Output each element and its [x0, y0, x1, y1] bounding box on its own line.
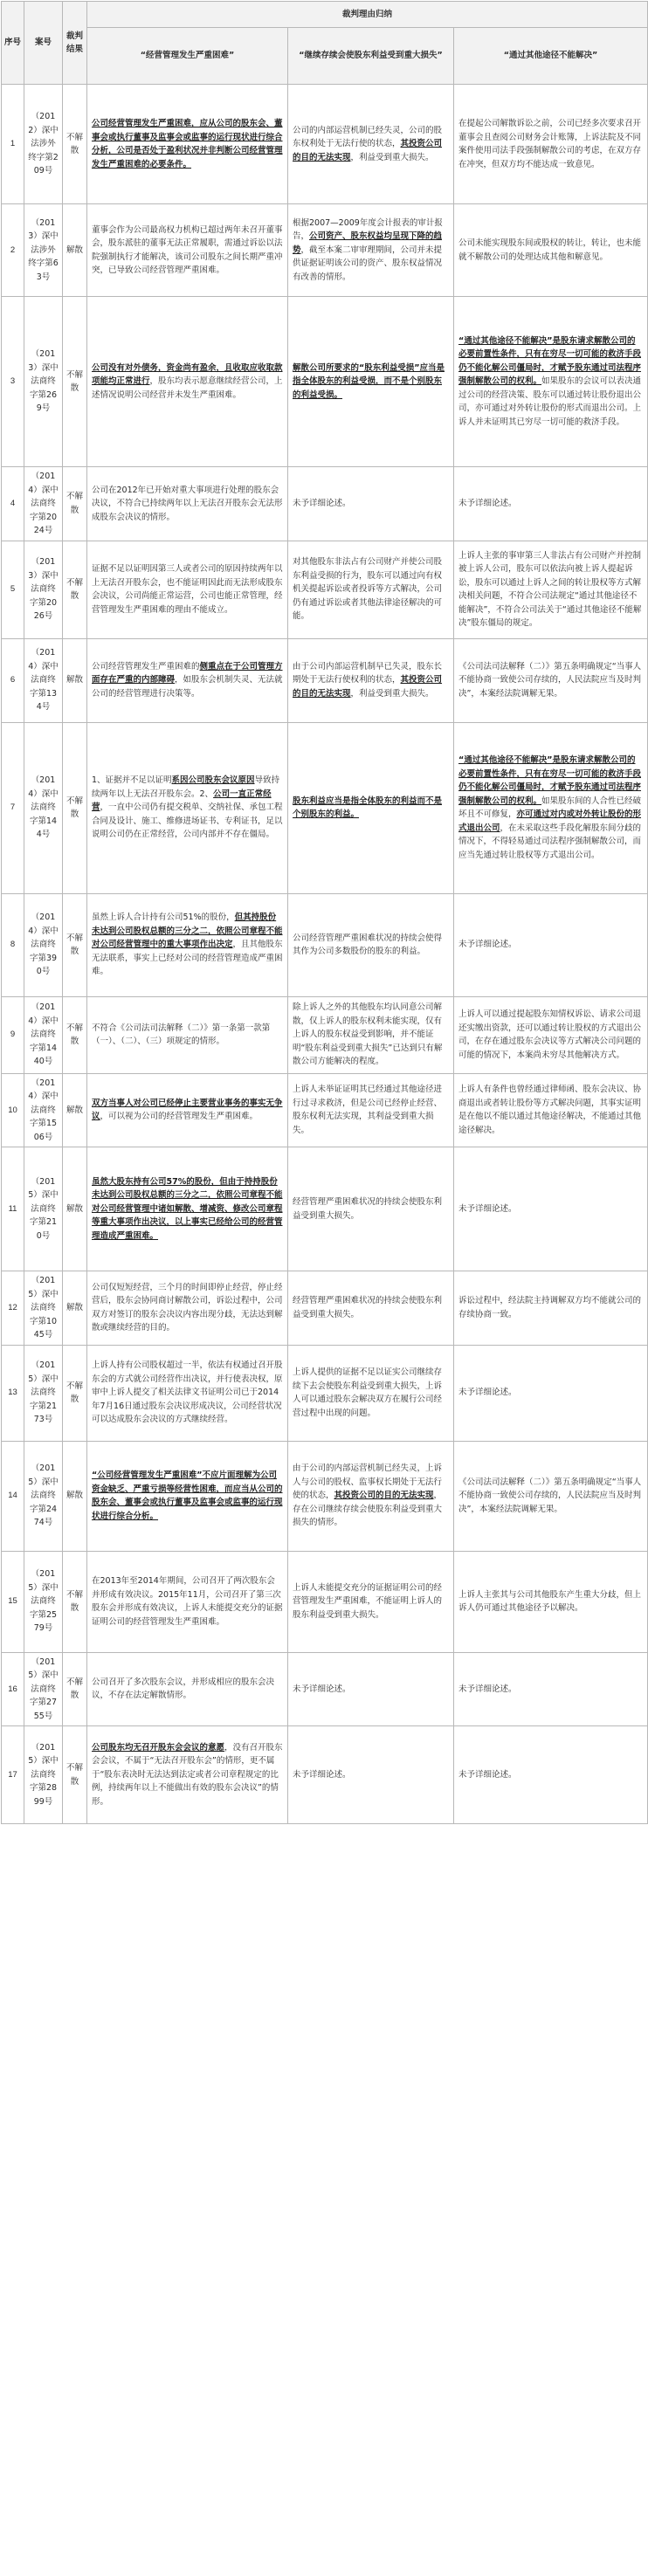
highlighted-text: 解散公司所要求的“股东利益受损”应当是指全体股东的利益受损，而不是个别股东的利益受损。: [293, 362, 445, 400]
cell-case: （2014）深中法商终字第2024号: [24, 467, 63, 541]
table-row: [2, 722, 648, 893]
cell-a: [87, 722, 288, 893]
cell-result: 不解散: [63, 893, 87, 996]
highlighted-text: “通过其他途径不能解决”是股东请求解散公司的必要前置性条件，只有在穷尽一切可能的救济手段仍不能化解公司僵局时，才赋予股东通过司法程序强制解散公司的权利。: [458, 755, 642, 806]
table-row: [2, 1271, 648, 1346]
cell-text: 上诉人有条件也曾经通过律师函、股东会决议、协商退出或者转让股份等方式解决问题，其事实证明是在他以不能以通过其他途径解决，不能通过其他途径解决。: [458, 1085, 642, 1135]
cell-a: [87, 204, 288, 297]
cell-text: 由于公司的内部运营机制已经失灵，上诉人与公司的股权、监事权长期处于无法行使的状态，: [293, 1464, 443, 1501]
highlighted-text: 系因公司股东会议原因: [171, 775, 255, 786]
highlighted-text: 公司资产、股东权益均呈现下降的趋势: [293, 231, 443, 255]
cell-no: 10: [2, 1073, 24, 1147]
cell-c: [454, 996, 648, 1073]
cell-b: [288, 1271, 454, 1346]
table-row: [2, 204, 648, 297]
cell-case: （2014）深中法商终字第390号: [24, 893, 63, 996]
highlighted-text: 股东利益应当是指全体股东的利益而不是个别股东的利益。: [293, 796, 443, 819]
cell-c: [454, 1073, 648, 1147]
cell-a: [87, 1441, 288, 1551]
cell-case: （2015）深中法商终字第2755号: [24, 1652, 63, 1726]
cell-result: 不解散: [63, 1652, 87, 1726]
cell-text: 除上诉人之外的其他股东均认同意公司解散，仅上诉人的股东权利未能实现，仅有上诉人的股东权益受到影响，并不能证明“股东利益受到重大损失”已达到只有解散公司方能解决的程度。: [293, 1002, 443, 1067]
cell-c: [454, 1345, 648, 1441]
cell-c: [454, 1271, 648, 1346]
cell-no: 8: [2, 893, 24, 996]
cell-text: ，利益受到重大损失。: [350, 152, 434, 162]
cell-a: [87, 893, 288, 996]
cell-text: 未予详细论述。: [293, 1684, 351, 1694]
cell-b: [288, 1652, 454, 1726]
cell-a: [87, 467, 288, 541]
cell-text: 上诉人持有公司股权超过一半，依法有权通过召开股东会的方式就公司经营作出决议，并行使表决权，原审中上诉人提交了相关法律文书证明公司已于2014年7月16日通过股东会决议形成决议，公司经营状况可以达成股东会决议的方式继续经营。: [92, 1360, 283, 1425]
cell-no: 14: [2, 1441, 24, 1551]
cell-result: 不解散: [63, 996, 87, 1073]
header-row-top: [2, 2, 648, 28]
cell-no: 2: [2, 204, 24, 297]
cell-text: 经营管理严重困难状况的持续会使股东利益受到重大损失。: [293, 1197, 443, 1221]
highlighted-text: 其投资公司的目的无法实现: [293, 675, 443, 699]
cell-a: [87, 638, 288, 722]
cell-no: 11: [2, 1147, 24, 1271]
cell-text: 公司仅短短经营，三个月的时间即停止经营，停止经营后，股东会协同商讨解散公司，诉讼过程中，公司双方对签订的股东会决议内容出现分歧，无法达到解散或继续经营的目的。: [92, 1282, 283, 1333]
cell-text: ，可以视为公司的经营管理发生严重困难。: [100, 1112, 259, 1122]
cell-case: （2013）深中法商终字第269号: [24, 297, 63, 467]
highlighted-text: 侧重点在于公司管理方面存在严重的内部障碍: [92, 661, 283, 685]
cell-text: 未予详细论述。: [458, 1684, 517, 1694]
cell-text: 公司的内部运营机制已经失灵，公司的股东权利处于无法行使的状态，: [293, 125, 443, 149]
cell-text: 上诉人未举证证明其已经通过其他途径进行过寻求救济，但是公司已经停止经营、股东权利无法实现，其利益受到重大损失。: [293, 1085, 443, 1135]
cell-b: [288, 85, 454, 204]
cell-result: 不解散: [63, 1345, 87, 1441]
highlighted-text: 公司没有对外债务，资金尚有盈余，且收取应收取款项能均正常进行: [92, 362, 283, 387]
cell-c: [454, 1652, 648, 1726]
cell-case: （2012）深中法涉外终字第209号: [24, 85, 63, 204]
cell-text: 未予详细论述。: [458, 1388, 517, 1398]
cell-b: [288, 722, 454, 893]
cell-b: [288, 1726, 454, 1824]
cell-c: [454, 893, 648, 996]
cell-text: ，存在公司继续存续会使股东利益受到重大损失的情形。: [293, 1491, 443, 1528]
cell-no: 6: [2, 638, 24, 722]
cell-text: 《公司法司法解释（二）》第五条明确规定“当事人不能协商一致使公司存续的，人民法院应当及时判决”，本案经法院调解无果。: [458, 1477, 642, 1514]
highlighted-text: 其投资公司的目的无法实现: [334, 1491, 434, 1501]
cell-result: 解散: [63, 1073, 87, 1147]
cell-text: 上诉人可以通过提起股东知情权诉讼、请求公司退还实缴出资款，还可以通过转让股权的方式退出公司，在存在通过股东会决议等方式解决公司问题的可能的情况下，本案尚未穷尽其他解决方式。: [458, 1009, 642, 1060]
cell-text: 在提起公司解散诉讼之前，公司已经多次要求召开董事会且查阅公司财务会计账簿，上诉法院及不同案件使用司法手段强制解散公司的考虑，在双方存在冲突，但双方均不能达成一致意见。: [458, 119, 642, 169]
cell-b: [288, 297, 454, 467]
table-row: [2, 1652, 648, 1726]
cell-b: [288, 541, 454, 638]
cell-no: 7: [2, 722, 24, 893]
header-col-c: “通过其他途径不能解决”: [454, 27, 648, 84]
cell-result: 解散: [63, 638, 87, 722]
cell-a: [87, 297, 288, 467]
cell-text: 未予详细论述。: [293, 499, 351, 508]
cell-text: 根据2007—2009年度会计报表的审计报告，: [293, 217, 443, 242]
highlighted-text: 公司经营管理发生严重困难，应从公司的股东会、董事会或执行董事及监事会或监事的运行现状进行综合分析，公司是否处于盈利状况并非判断公司经营管理发生严重困难的必要条件。: [92, 119, 283, 169]
cell-text: 导致持续两年以上无法召开股东会。: [92, 775, 280, 799]
cell-a: [87, 996, 288, 1073]
table-row: [2, 1441, 648, 1551]
cell-text: 未予详细论述。: [458, 499, 517, 508]
cell-no: 4: [2, 467, 24, 541]
header-result: 裁判结果: [63, 2, 87, 85]
cell-b: [288, 1073, 454, 1147]
highlighted-text: 公司股东均无召开股东会会议的意愿: [92, 1742, 225, 1753]
cell-case: （2014）深中法商终字第1440号: [24, 996, 63, 1073]
cell-a: [87, 1147, 288, 1271]
header-col-b: “继续存续会使股东利益受到重大损失”: [288, 27, 454, 84]
header-case: 案号: [24, 2, 63, 85]
cell-text: 公司经营管理发生严重困难的: [92, 661, 200, 672]
cell-text: 如果股东的会议可以表决通过公司的经营决策、股东可以通过转让股份退出公司，亦可通过对外转让股份的形式而退出公司。: [458, 376, 642, 414]
cell-a: [87, 1726, 288, 1824]
cell-text: ，利益受到重大损失。: [350, 688, 434, 699]
cell-text: 未予详细论述。: [458, 1769, 517, 1780]
cell-text: 公司召开了多次股东会议，并形成相应的股东会决议，不存在法定解散情形。: [92, 1677, 275, 1701]
cell-result: 解散: [63, 204, 87, 297]
cell-a: [87, 1073, 288, 1147]
table-row: [2, 1073, 648, 1147]
cell-case: （2015）深中法商终字第1045号: [24, 1271, 63, 1346]
cell-text: ，如股东会机制失灵、无法就公司的经营管理进行决策等。: [92, 675, 283, 699]
cell-text: 由于公司内部运营机制早已失灵，股东长期处于无法行使权利的状态，: [293, 661, 443, 685]
cell-b: [288, 1551, 454, 1652]
header-col-a: “经营管理发生严重困难”: [87, 27, 288, 84]
highlighted-text: 双方当事人对公司已经停止主要营业事务的事实无争议: [92, 1098, 283, 1122]
header-reasoning-group: 裁判理由归纳: [87, 2, 648, 28]
cell-b: [288, 1147, 454, 1271]
highlighted-text: 其投资公司的目的无法实现: [293, 139, 443, 162]
cell-text: ，且其他股东无法联系，事实上已经对公司的经营管理造成严重困难。: [92, 940, 283, 977]
cell-text: 公司未能实现股东间或股权的转让，转让，也未能就不解散公司的处理达成其他和解意见。: [458, 238, 642, 262]
cell-text: 未予详细论述。: [293, 1769, 351, 1780]
cell-case: （2015）深中法商终字第2474号: [24, 1441, 63, 1551]
cell-text: 对其他股东非法占有公司财产并使公司股东利益受损的行为，股东可以通过向有权机关提起诉讼或者投诉等方式解决，公司仍有通过诉讼或者其他法律途径解决的可能。: [293, 557, 443, 622]
cell-c: [454, 1726, 648, 1824]
cell-b: [288, 204, 454, 297]
cell-text: 不符合《公司法司法解释（二）》第一条第一款第（一）、（二）、（三）项规定的情形。: [92, 1023, 271, 1046]
cell-text: 上诉人主张的事审第三人非法占有公司财产并控制被上诉人公司，股东可以依法向被上诉人提起诉讼，股东可以通过上诉人之间的转让股权等方式解决相关问题，不符合公司法规定“通过其他途径不能解决”，不符合公司法关于“通过其他途径不能解决”股东僵局的规定。: [458, 550, 642, 628]
cell-no: 17: [2, 1726, 24, 1824]
cell-b: [288, 467, 454, 541]
cell-c: [454, 1551, 648, 1652]
cell-a: [87, 85, 288, 204]
table-row: [2, 1345, 648, 1441]
cell-text: 虽然上诉人合计持有公司51%的股份，: [92, 913, 235, 923]
cell-text: ，一直中公司仍有提交税单、交纳社保、承包工程合同及设计、施工、维修进场证书、专利证书，足以说明公司仍在正常经营，公司内部并不存在僵局。: [92, 802, 283, 840]
table-row: [2, 467, 648, 541]
cell-text: 《公司法司法解释（二）》第五条明确规定“当事人不能协商一致使公司存续的，人民法院应当及时判决”，本案经法院调解无果。: [458, 661, 642, 699]
cell-result: 解散: [63, 1147, 87, 1271]
table-row: [2, 996, 648, 1073]
cell-case: （2014）深中法商终字第134号: [24, 638, 63, 722]
cell-c: [454, 297, 648, 467]
cell-result: 不解散: [63, 1551, 87, 1652]
cell-text: 证据不足以证明因第三人或者公司的原因持续两年以上无法召开股东会，也不能证明因此而无法形成股东会决议，公司尚能正常运营，公司也能正常管理，经营管理发生严重困难的理由不能成立。: [92, 564, 283, 615]
cell-case: （2013）深中法涉外终字第63号: [24, 204, 63, 297]
cell-text: 如果股东间的人合性已经破坏且不可修复，: [458, 796, 642, 819]
table-row: [2, 638, 648, 722]
cell-text: 诉讼过程中，经法院主持调解双方均不能就公司的存续协商一致。: [458, 1296, 642, 1319]
cell-case: （2015）深中法商终字第2173号: [24, 1345, 63, 1441]
cell-text: 在2013年至2014年期间，公司召开了两次股东会并形成有效决议。2015年11月，公司召开了第三次股东会并形成有效决议，上诉人未能提交充分的证据证明公司的经营管理发生严重困难。: [92, 1576, 283, 1627]
cell-no: 9: [2, 996, 24, 1073]
highlighted-text: “通过其他途径不能解决”是股东请求解散公司的必要前置性条件，只有在穷尽一切可能的救济手段仍不能化解公司僵局时，才赋予股东通过司法程序强制解散公司的权利。: [458, 335, 642, 387]
header-row-bottom: [2, 27, 648, 84]
cell-text: 上诉人提供的证据不足以证实公司继续存续下去会使股东利益受到重大损失，上诉人可以通过股东会解决双方在履行公司经营过程中出现的问题。: [293, 1367, 443, 1418]
cell-text: 上诉人未能提交充分的证据证明公司的经营管理发生严重困难，不能证明上诉人的股东利益受到重大损失。: [293, 1582, 443, 1620]
cell-b: [288, 1441, 454, 1551]
cell-text: ，没有召开股东会会议，不属于“无法召开股东会”的情形，更不属于“股东表决时无法达到法定或者公司章程规定的比例，持续两年以上不能做出有效的股东会决议”的情形。: [92, 1742, 283, 1807]
cell-a: [87, 1345, 288, 1441]
table-row: [2, 297, 648, 467]
cell-b: [288, 1345, 454, 1441]
cell-text: 2、: [199, 789, 214, 799]
cell-c: [454, 638, 648, 722]
cell-text: 未予详细论述。: [458, 940, 517, 950]
highlighted-text: “公司经营管理发生严重困难”不应片面理解为公司资金缺乏、严重亏损等经营性困难，而应当从公司的股东会、董事会或执行董事及监事会或监事的运行现状进行综合分析。: [92, 1471, 283, 1521]
cell-c: [454, 85, 648, 204]
table-row: [2, 1551, 648, 1652]
cell-result: 不解散: [63, 467, 87, 541]
cell-b: [288, 638, 454, 722]
cell-result: 不解散: [63, 722, 87, 893]
cell-c: [454, 204, 648, 297]
cell-text: ，在未采取这些手段化解股东间分歧的情况下，不得轻易通过司法程序强制解散公司，而应当先通过转让股权等方式退出公司。: [458, 823, 642, 860]
header-no: 序号: [2, 2, 24, 85]
cell-text: 1、证据并不足以证明: [92, 775, 172, 786]
cell-a: [87, 1652, 288, 1726]
cell-case: （2014）深中法商终字第144号: [24, 722, 63, 893]
table-row: [2, 893, 648, 996]
table-row: [2, 541, 648, 638]
cell-no: 5: [2, 541, 24, 638]
cell-b: [288, 996, 454, 1073]
table-row: [2, 1147, 648, 1271]
cell-text: 公司在2012年已开始对重大事项进行处理的股东会决议，不符合已持续两年以上无法召开股东会无法形成股东会决议的情形。: [92, 485, 283, 522]
cell-result: 解散: [63, 1271, 87, 1346]
judgment-summary-table: [1, 1, 648, 1824]
cell-result: 不解散: [63, 85, 87, 204]
cell-no: 12: [2, 1271, 24, 1346]
cell-c: [454, 722, 648, 893]
highlighted-text: 虽然大股东持有公司57%的股份，但由于持持股份未达到公司股权总额的三分之二，依照公司章程不能对公司经营管理中诸如解散、增减资、修改公司章程等重大事项作出决议，以上事实已经给公司的经营管理造成严重困难。: [92, 1176, 283, 1241]
cell-text: 公司经营管理严重困难状况的持续会使得其作为公司多数股份的股东的利益。: [293, 933, 443, 956]
cell-no: 16: [2, 1652, 24, 1726]
cell-text: 上诉人并未证明其已穷尽一切可能的救济手段。: [458, 403, 642, 427]
cell-no: 15: [2, 1551, 24, 1652]
cell-text: 经营管理严重困难状况的持续会使股东利益受到重大损失。: [293, 1296, 443, 1319]
table-body: [2, 85, 648, 1824]
cell-no: 3: [2, 297, 24, 467]
cell-case: （2013）深中法商终字第2026号: [24, 541, 63, 638]
highlighted-text: 亦可通过对内或对外转让股份的形式退出公司: [458, 809, 642, 833]
cell-c: [454, 1441, 648, 1551]
cell-result: 不解散: [63, 297, 87, 467]
cell-no: 1: [2, 85, 24, 204]
cell-text: 上诉人主张其与公司其他股东产生重大分歧，但上诉人仍可通过其他途径予以解决。: [458, 1589, 642, 1613]
cell-result: 不解散: [63, 1726, 87, 1824]
cell-c: [454, 541, 648, 638]
table-row: [2, 1726, 648, 1824]
cell-c: [454, 467, 648, 541]
cell-result: 解散: [63, 1441, 87, 1551]
cell-a: [87, 541, 288, 638]
cell-a: [87, 1271, 288, 1346]
cell-case: （2014）深中法商终字第1506号: [24, 1073, 63, 1147]
cell-b: [288, 893, 454, 996]
table-row: [2, 85, 648, 204]
cell-text: ，截至本案二审审理期间，公司并未提供证据证明该公司的资产、股东权益情况有改善的情形。: [293, 245, 443, 282]
cell-a: [87, 1551, 288, 1652]
highlighted-text: 但其持股份未达到公司股权总额的三分之二，依照公司章程不能对公司经营管理中的重大事项作出决定: [92, 913, 283, 950]
cell-c: [454, 1147, 648, 1271]
cell-text: 未予详细论述。: [458, 1203, 517, 1214]
cell-case: （2015）深中法商终字第210号: [24, 1147, 63, 1271]
cell-case: （2015）深中法商终字第2579号: [24, 1551, 63, 1652]
highlighted-text: 公司一直正常经营: [92, 789, 272, 813]
cell-case: （2015）深中法商终字第2899号: [24, 1726, 63, 1824]
cell-no: 13: [2, 1345, 24, 1441]
cell-text: ，股东均表示愿意继续经营公司，上述情况说明公司经营并未发生严重困难。: [92, 376, 283, 400]
cell-text: 董事会作为公司最高权力机构已超过两年未召开董事会，股东派驻的董事无法正常履职，需通过诉讼以法院强制执行才能解决，该司公司股东之间长期严重冲突，已导致公司经营管理严重困难。: [92, 224, 283, 275]
cell-result: 不解散: [63, 541, 87, 638]
